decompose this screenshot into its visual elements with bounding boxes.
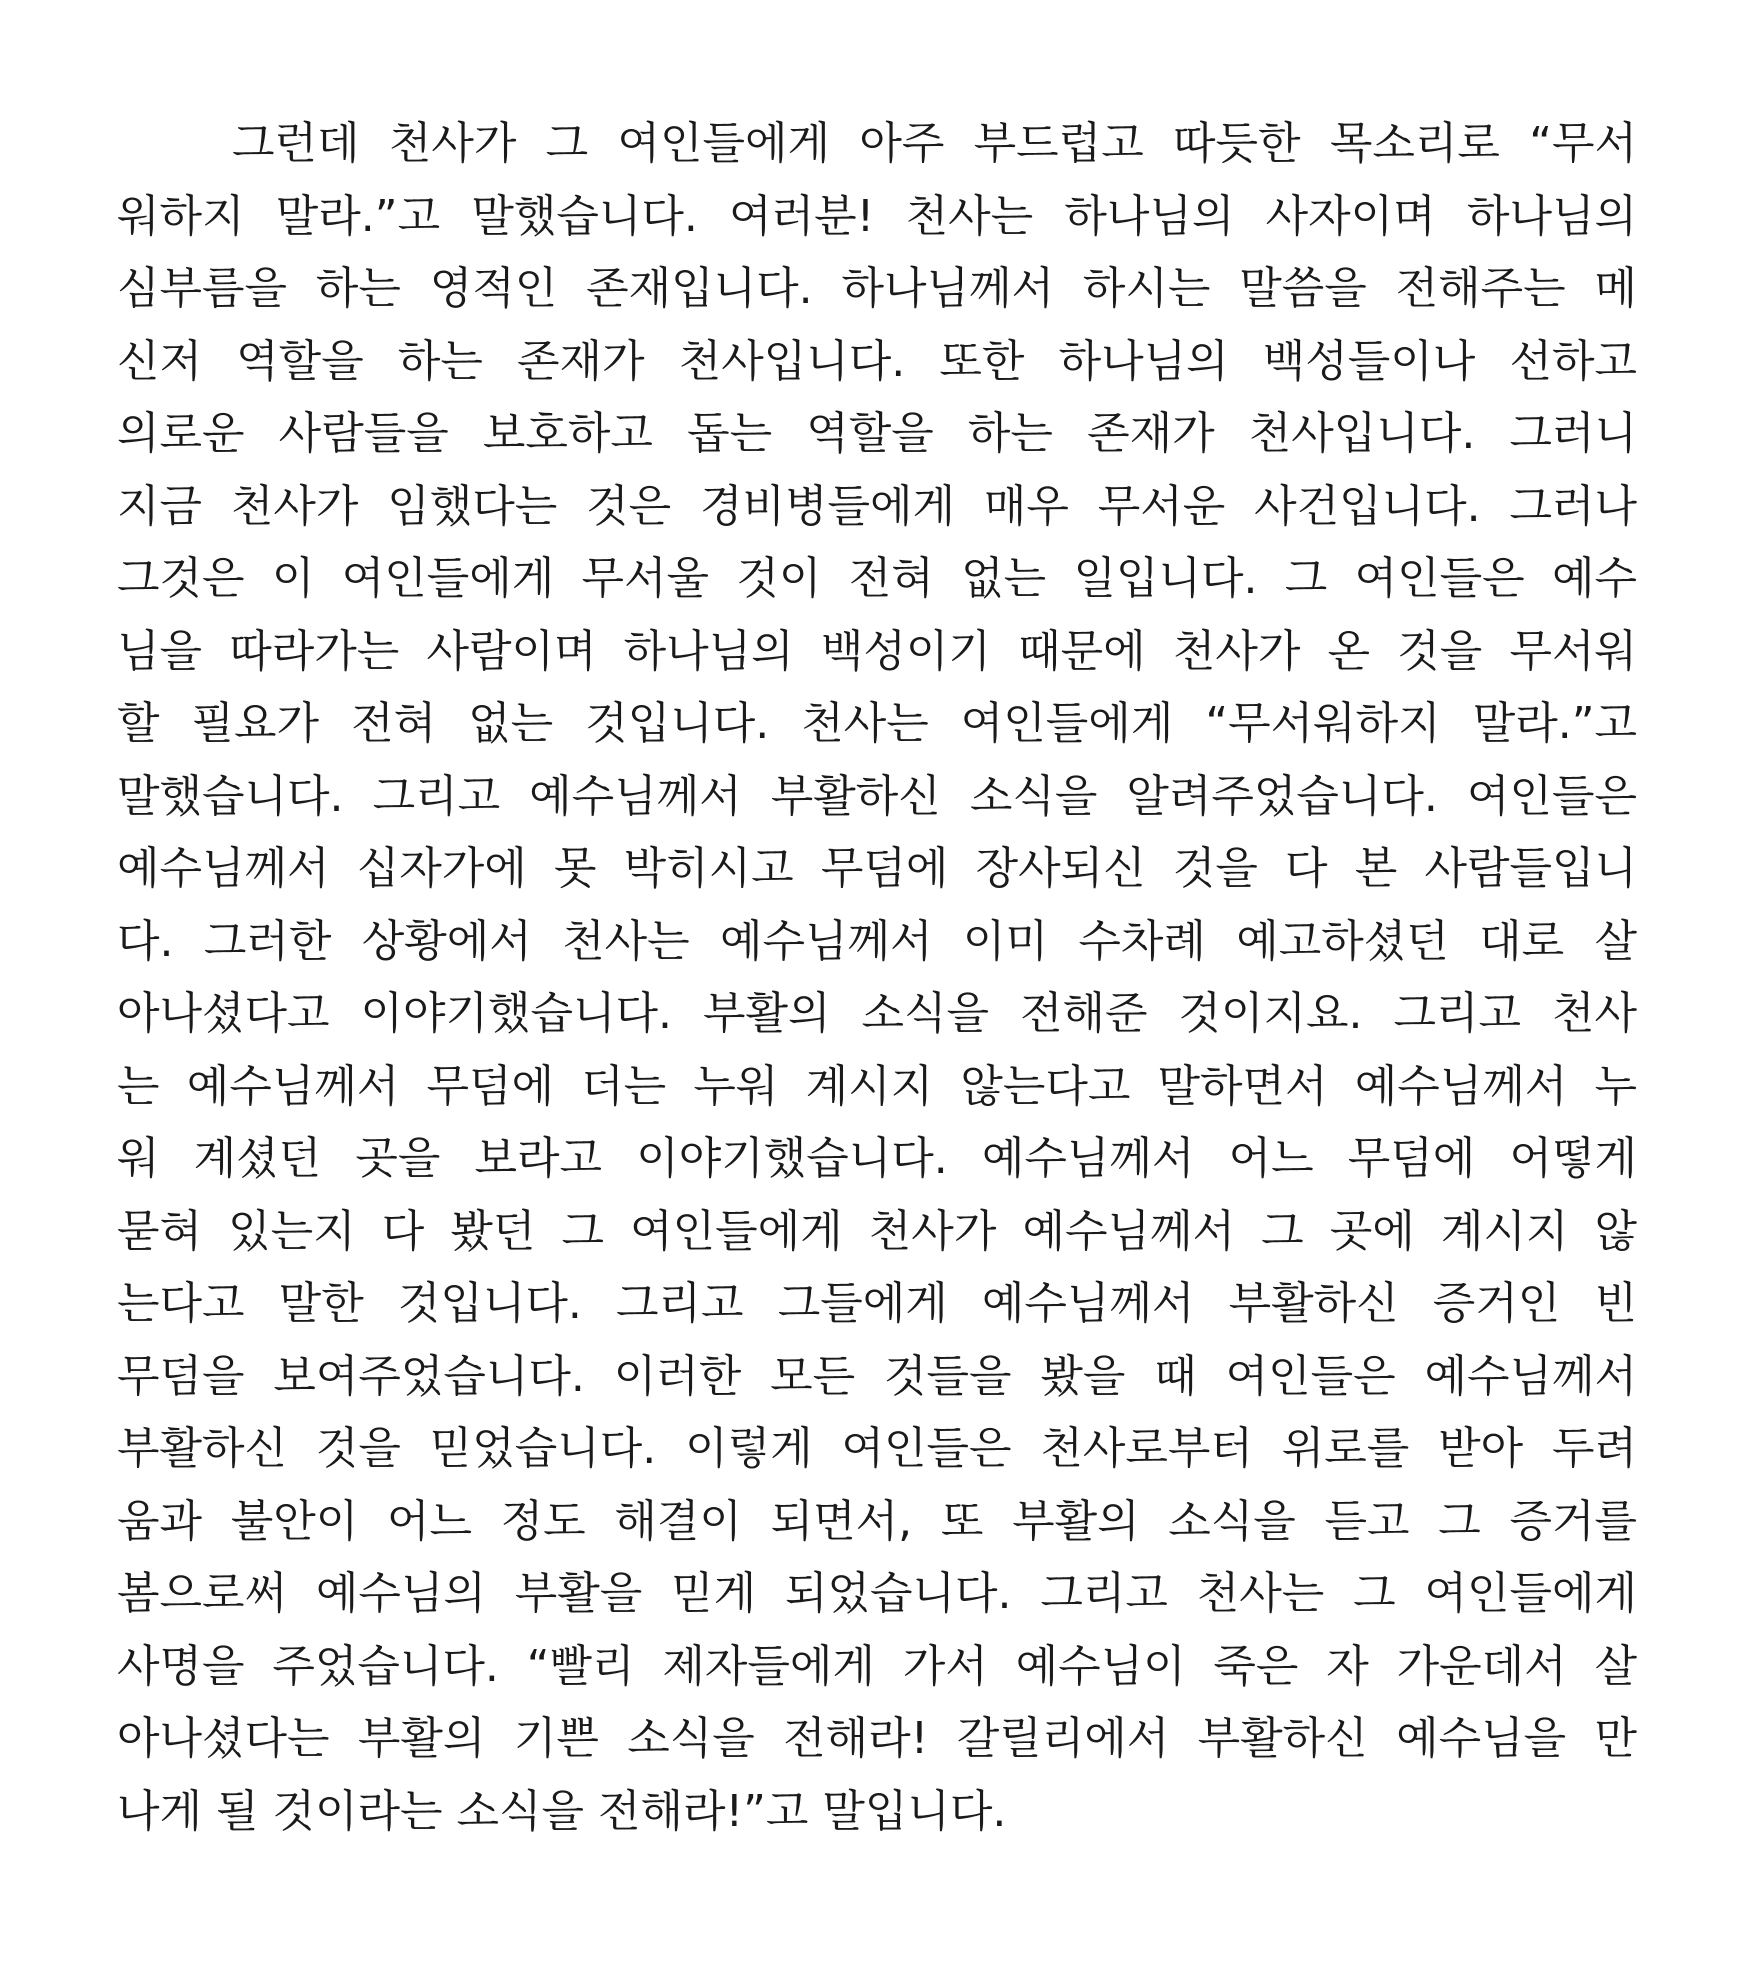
- text-line: 사명을 주었습니다. “빨리 제자들에게 가서 예수님이 죽은 자 가운데서 살: [117, 1640, 1637, 1692]
- text-line: 그런데 천사가 그 여인들에게 아주 부드럽고 따듯한 목소리로 “무서: [232, 118, 1637, 169]
- text-line: 나게 될 것이라는 소식을 전해라!”고 말입니다.: [117, 1785, 1007, 1837]
- text-line: 아나셨다고 이야기했습니다. 부활의 소식을 전해준 것이지요. 그리고 천사: [117, 988, 1637, 1039]
- text-line: 의로운 사람들을 보호하고 돕는 역할을 하는 존재가 천사입니다. 그러니: [117, 408, 1637, 459]
- text-line: 그것은 이 여인들에게 무서울 것이 전혀 없는 일입니다. 그 여인들은 예수: [117, 553, 1637, 604]
- text-line: 신저 역할을 하는 존재가 천사입니다. 또한 하나님의 백성들이나 선하고: [117, 335, 1637, 387]
- text-line: 심부름을 하는 영적인 존재입니다. 하나님께서 하시는 말씀을 전해주는 메: [117, 263, 1637, 314]
- text-line: 아나셨다는 부활의 기쁜 소식을 전해라! 갈릴리에서 부활하신 예수님을 만: [117, 1713, 1637, 1764]
- text-line: 움과 불안이 어느 정도 해결이 되면서, 또 부활의 소식을 듣고 그 증거를: [117, 1495, 1637, 1547]
- paragraph: [117, 108, 1637, 1848]
- text-line: 다. 그러한 상황에서 천사는 예수님께서 이미 수차례 예고하셨던 대로 살: [117, 915, 1637, 967]
- text-line: 는다고 말한 것입니다. 그리고 그들에게 예수님께서 부활하신 증거인 빈: [117, 1278, 1637, 1329]
- text-line: 워 계셨던 곳을 보라고 이야기했습니다. 예수님께서 어느 무덤에 어떻게: [117, 1133, 1637, 1184]
- text-line: 봄으로써 예수님의 부활을 믿게 되었습니다. 그리고 천사는 그 여인들에게: [117, 1568, 1637, 1619]
- text-line: 말했습니다. 그리고 예수님께서 부활하신 소식을 알려주었습니다. 여인들은: [117, 770, 1637, 822]
- text-line: 지금 천사가 임했다는 것은 경비병들에게 매우 무서운 사건입니다. 그러나: [117, 480, 1637, 532]
- text-line: 는 예수님께서 무덤에 더는 누워 계시지 않는다고 말하면서 예수님께서 누: [117, 1060, 1637, 1112]
- text-line: 님을 따라가는 사람이며 하나님의 백성이기 때문에 천사가 온 것을 무서워: [117, 625, 1637, 677]
- text-line: 무덤을 보여주었습니다. 이러한 모든 것들을 봤을 때 여인들은 예수님께서: [117, 1350, 1637, 1402]
- text-line: 할 필요가 전혀 없는 것입니다. 천사는 여인들에게 “무서워하지 말라.”고: [117, 698, 1637, 749]
- text-line: 예수님께서 십자가에 못 박히시고 무덤에 장사되신 것을 다 본 사람들입니: [117, 843, 1637, 894]
- text-line: 부활하신 것을 믿었습니다. 이렇게 여인들은 천사로부터 위로를 받아 두려: [117, 1423, 1637, 1474]
- text-line: 워하지 말라.”고 말했습니다. 여러분! 천사는 하나님의 사자이며 하나님의: [117, 190, 1637, 242]
- text-line: 묻혀 있는지 다 봤던 그 여인들에게 천사가 예수님께서 그 곳에 계시지 않: [117, 1205, 1637, 1257]
